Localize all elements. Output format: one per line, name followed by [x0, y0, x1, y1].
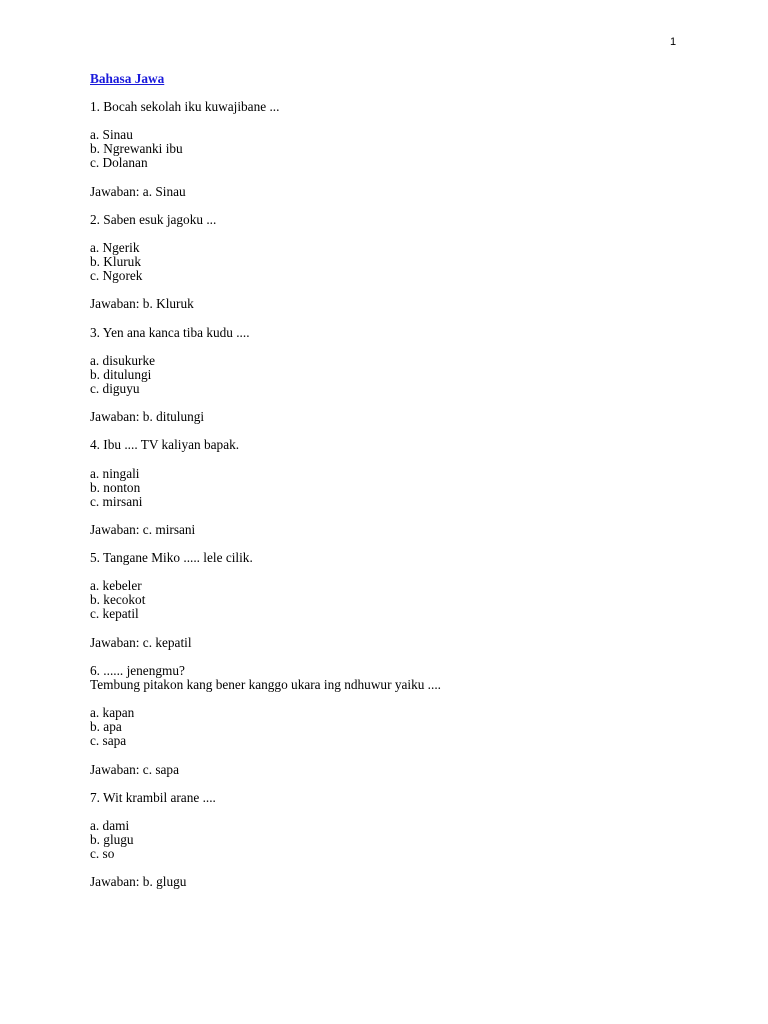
- options-list: [90, 706, 690, 748]
- option-item: c. diguyu: [90, 380, 140, 396]
- answer-text: Jawaban: c. mirsani: [90, 521, 196, 537]
- question-text: [90, 438, 690, 452]
- option-item: b. Kluruk: [90, 254, 141, 270]
- question-text: [90, 791, 690, 805]
- options-list: [90, 579, 690, 621]
- option-item: b. Ngrewanki ibu: [90, 141, 183, 157]
- question-line: 6. ...... jenengmu?: [90, 662, 185, 678]
- question-text: [90, 551, 690, 565]
- option-item: b. glugu: [90, 831, 134, 847]
- question-list: [90, 100, 690, 889]
- option-item: c. so: [90, 846, 115, 862]
- question-line: 5. Tangane Miko ..... lele cilik.: [90, 550, 253, 566]
- question-text: [90, 326, 690, 340]
- question-line: 4. Ibu .... TV kaliyan bapak.: [90, 437, 240, 453]
- option-item: a. disukurke: [90, 352, 155, 368]
- option-item: a. Sinau: [90, 127, 133, 143]
- option-item: c. Ngorek: [90, 268, 143, 284]
- answer-text: Jawaban: c. kepatil: [90, 634, 192, 650]
- option-item: c. mirsani: [90, 493, 143, 509]
- answer-text: Jawaban: b. ditulungi: [90, 409, 205, 425]
- document-body: [90, 72, 690, 903]
- question-text: [90, 213, 690, 227]
- option-item: c. kepatil: [90, 606, 139, 622]
- option-item: b. kecokot: [90, 592, 146, 608]
- page-number: 1: [670, 36, 677, 48]
- question-line: Tembung pitakon kang bener kanggo ukara ing ndhuwur yaiku ....: [90, 676, 441, 692]
- option-item: b. nonton: [90, 479, 141, 495]
- option-item: b. apa: [90, 719, 122, 735]
- option-item: c. sapa: [90, 733, 127, 749]
- answer-text: Jawaban: b. glugu: [90, 874, 187, 890]
- question-text: [90, 100, 690, 114]
- options-list: [90, 354, 690, 396]
- option-item: b. ditulungi: [90, 366, 152, 382]
- question-line: 2. Saben esuk jagoku ...: [90, 211, 217, 227]
- question-line: 1. Bocah sekolah iku kuwajibane ...: [90, 99, 280, 115]
- option-item: a. kebeler: [90, 578, 142, 594]
- options-list: [90, 467, 690, 509]
- question-line: 3. Yen ana kanca tiba kudu ....: [90, 324, 250, 340]
- answer-text: Jawaban: b. Kluruk: [90, 296, 194, 312]
- question-line: 7. Wit krambil arane ....: [90, 789, 216, 805]
- option-item: a. kapan: [90, 705, 135, 721]
- options-list: [90, 128, 690, 170]
- options-list: [90, 241, 690, 283]
- option-item: a. ningali: [90, 465, 140, 481]
- question-text: [90, 664, 690, 692]
- option-item: a. dami: [90, 817, 130, 833]
- answer-text: Jawaban: c. sapa: [90, 761, 179, 777]
- option-item: a. Ngerik: [90, 240, 140, 256]
- answer-text: Jawaban: a. Sinau: [90, 183, 186, 199]
- document-title-link[interactable]: Bahasa Jawa: [90, 71, 165, 86]
- options-list: [90, 819, 690, 861]
- option-item: c. Dolanan: [90, 155, 148, 171]
